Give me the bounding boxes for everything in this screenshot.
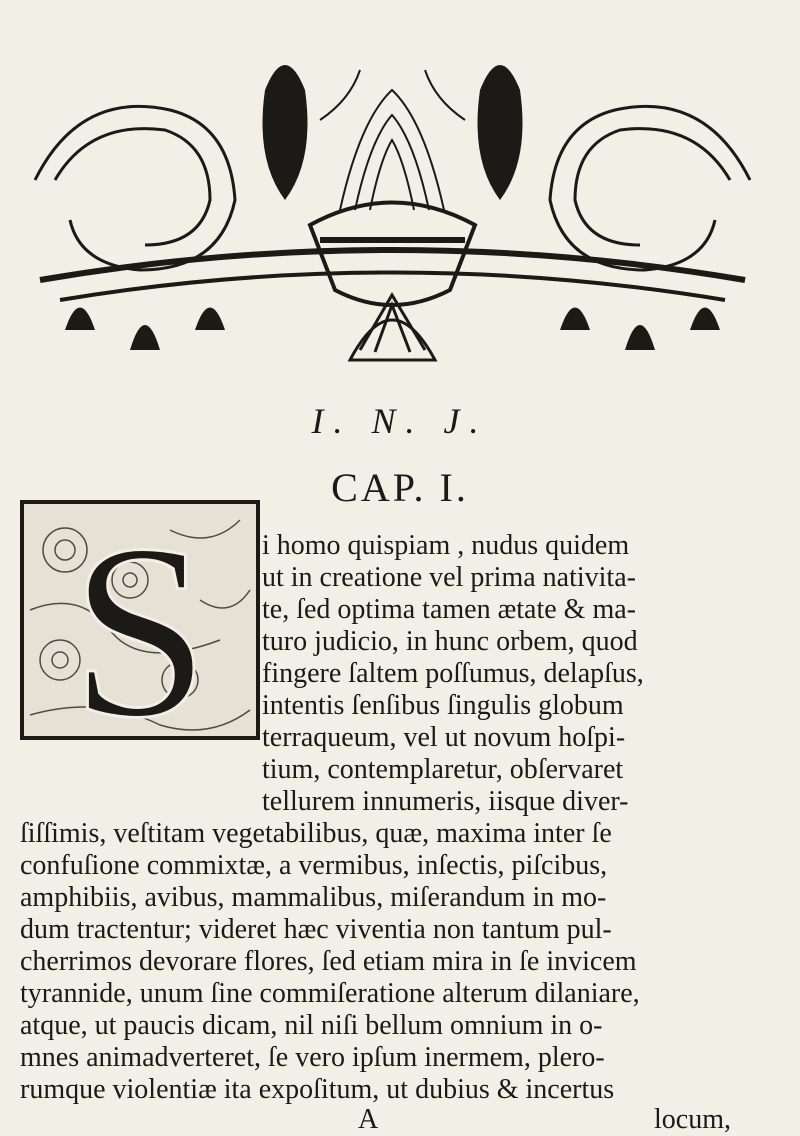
invocation-heading: I. N. J. bbox=[311, 401, 489, 441]
text-line: ut in creatione vel prima nativita- bbox=[262, 562, 636, 593]
text-line: fingere ſaltem poſſumus, delapſus, bbox=[262, 658, 644, 689]
decorated-initial bbox=[20, 500, 260, 740]
text-line: tyrannide, unum ſine commiſeratione alterum dilaniare, bbox=[20, 978, 640, 1009]
signature-mark: A bbox=[358, 1104, 379, 1135]
text-line: amphibiis, avibus, mammalibus, miſerandum in mo- bbox=[20, 882, 607, 913]
text-line: cherrimos devorare flores, ſed etiam mira in ſe invicem bbox=[20, 946, 637, 977]
text-line: dum tractentur; videret hæc viventia non tantum pul- bbox=[20, 914, 612, 945]
text-line: tellurem innumeris, iisque diver- bbox=[262, 786, 629, 817]
text-line: terraqueum, vel ut novum hoſpi- bbox=[262, 722, 626, 753]
text-line: rumque violentiæ ita expoſitum, ut dubius & incertus bbox=[20, 1074, 615, 1105]
initial-letter: S bbox=[70, 500, 210, 740]
text-line: mnes animadverteret, ſe vero ipſum inermem, plero- bbox=[20, 1042, 605, 1073]
text-line: turo judicio, in hunc orbem, quod bbox=[262, 626, 638, 657]
text-line: intentis ſenſibus ſingulis globum bbox=[262, 690, 624, 721]
text-line: confuſione commixtæ, a vermibus, inſectis, piſcibus, bbox=[20, 850, 608, 881]
text-line: atque, ut paucis dicam, nil niſi bellum omnium in o- bbox=[20, 1010, 603, 1041]
headpiece-ornament bbox=[20, 30, 765, 375]
text-line: i homo quispiam , nudus quidem bbox=[262, 530, 630, 561]
catchword: locum, bbox=[654, 1104, 731, 1135]
text-line: te, ſed optima tamen ætate & ma- bbox=[262, 594, 636, 625]
text-line: tium, contemplaretur, obſervaret bbox=[262, 754, 624, 785]
text-line: ſiſſimis, veſtitam vegetabilibus, quæ, maxima inter ſe bbox=[20, 818, 612, 849]
chapter-heading: CAP. I. bbox=[331, 465, 469, 510]
